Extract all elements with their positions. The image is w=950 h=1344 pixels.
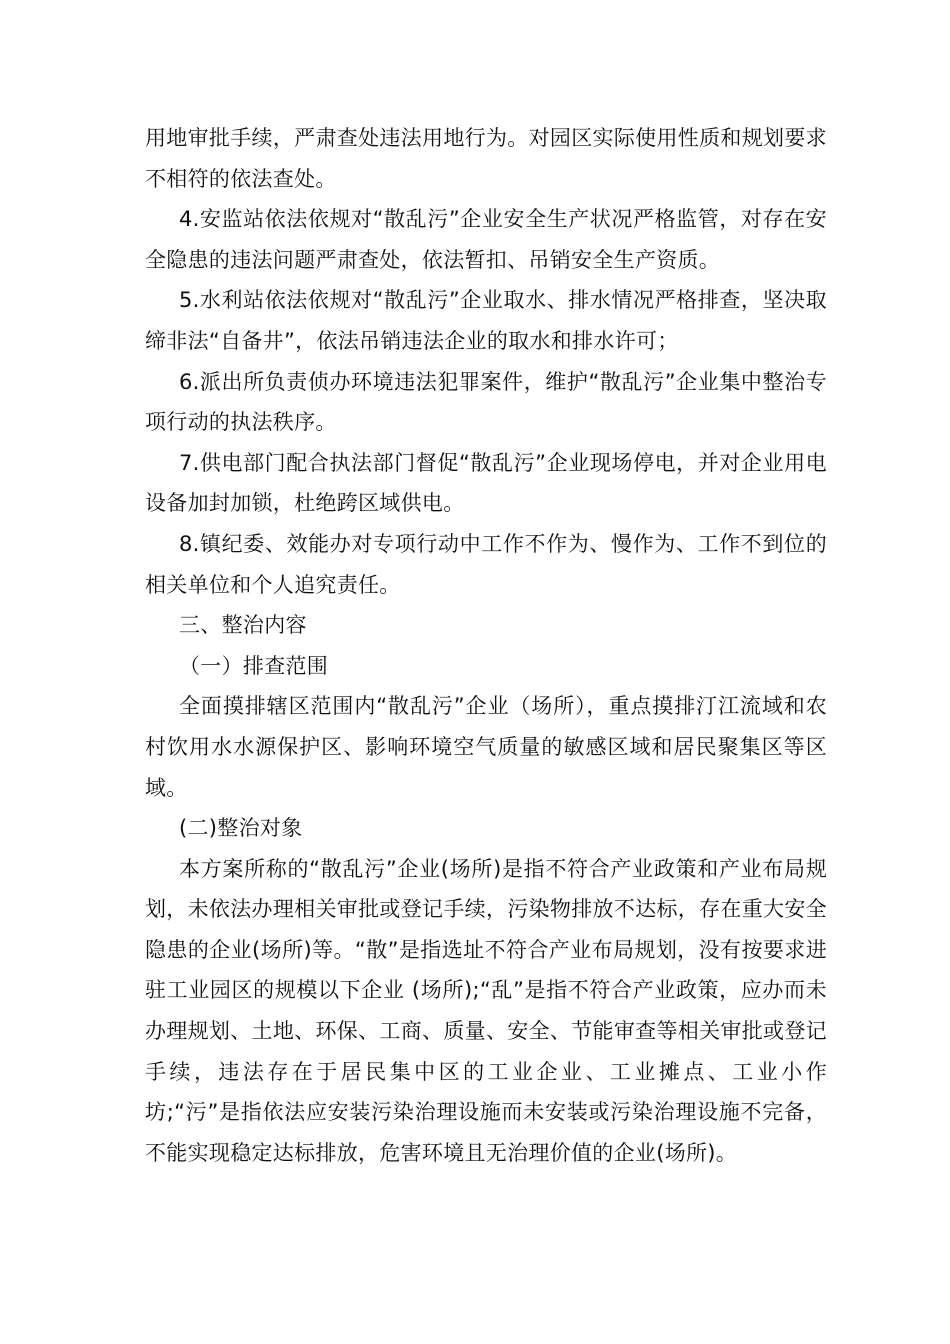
section-heading-rectification-content: 三、整治内容 xyxy=(179,613,307,638)
document-body xyxy=(145,118,827,1173)
paragraph-water-station: 5.水利站依法依规对“散乱污”企业取水、排水情况严格排查，坚决取缔非法“自备井”，依法吊销违法企业的取水和排水许可； xyxy=(145,288,827,353)
subheading-inspection-scope: （一）排查范围 xyxy=(179,653,329,678)
subheading-rectification-targets: (二)整治对象 xyxy=(179,816,303,841)
paragraph-rectification-targets: 本方案所称的“散乱污”企业(场所)是指不符合产业政策和产业布局规划，未依法办理相关审批或登记手续，污染物排放不达标，存在重大安全隐患的企业(场所)等。“散”是指选址不符合产业布局规划，没有按要求进驻工业园区的规模以下企业 (场所);“乱”是指不符合产业政策，应办而未办理规划、土地、环保、工商、质量、安全、节能审查等相关审批或登记手续，违法存在于居民集中区的工业企业、工业摊点、工业小作坊;“污”是指依法应安装污染治理设施而未安装或污染治理设施不完备，不能实现稳定达标排放，危害环境且无治理价值的企业(场所)。 xyxy=(145,856,827,1165)
paragraph-inspection-scope: 全面摸排辖区范围内“散乱污”企业（场所），重点摸排汀江流域和农村饮用水水源保护区、影响环境空气质量的敏感区域和居民聚集区等区域。 xyxy=(145,694,827,800)
paragraph-police-station: 6.派出所负责侦办环境违法犯罪案件，维护“散乱污”企业集中整治专项行动的执法秩序。 xyxy=(145,369,827,435)
paragraph-land-approval: 用地审批手续，严肃查处违法用地行为。对园区实际使用性质和规划要求不相符的依法查处。 xyxy=(145,126,827,191)
paragraph-power-supply: 7.供电部门配合执法部门督促“散乱污”企业现场停电，并对企业用电设备加封加锁，杜绝跨区域供电。 xyxy=(145,450,827,516)
paragraph-discipline-committee: 8.镇纪委、效能办对专项行动中工作不作为、慢作为、工作不到位的相关单位和个人追究责任。 xyxy=(145,531,827,597)
paragraph-safety-station: 4.安监站依法依规对“散乱污”企业安全生产状况严格监管，对存在安全隐患的违法问题严肃查处，依法暂扣、吊销安全生产资质。 xyxy=(145,207,827,272)
